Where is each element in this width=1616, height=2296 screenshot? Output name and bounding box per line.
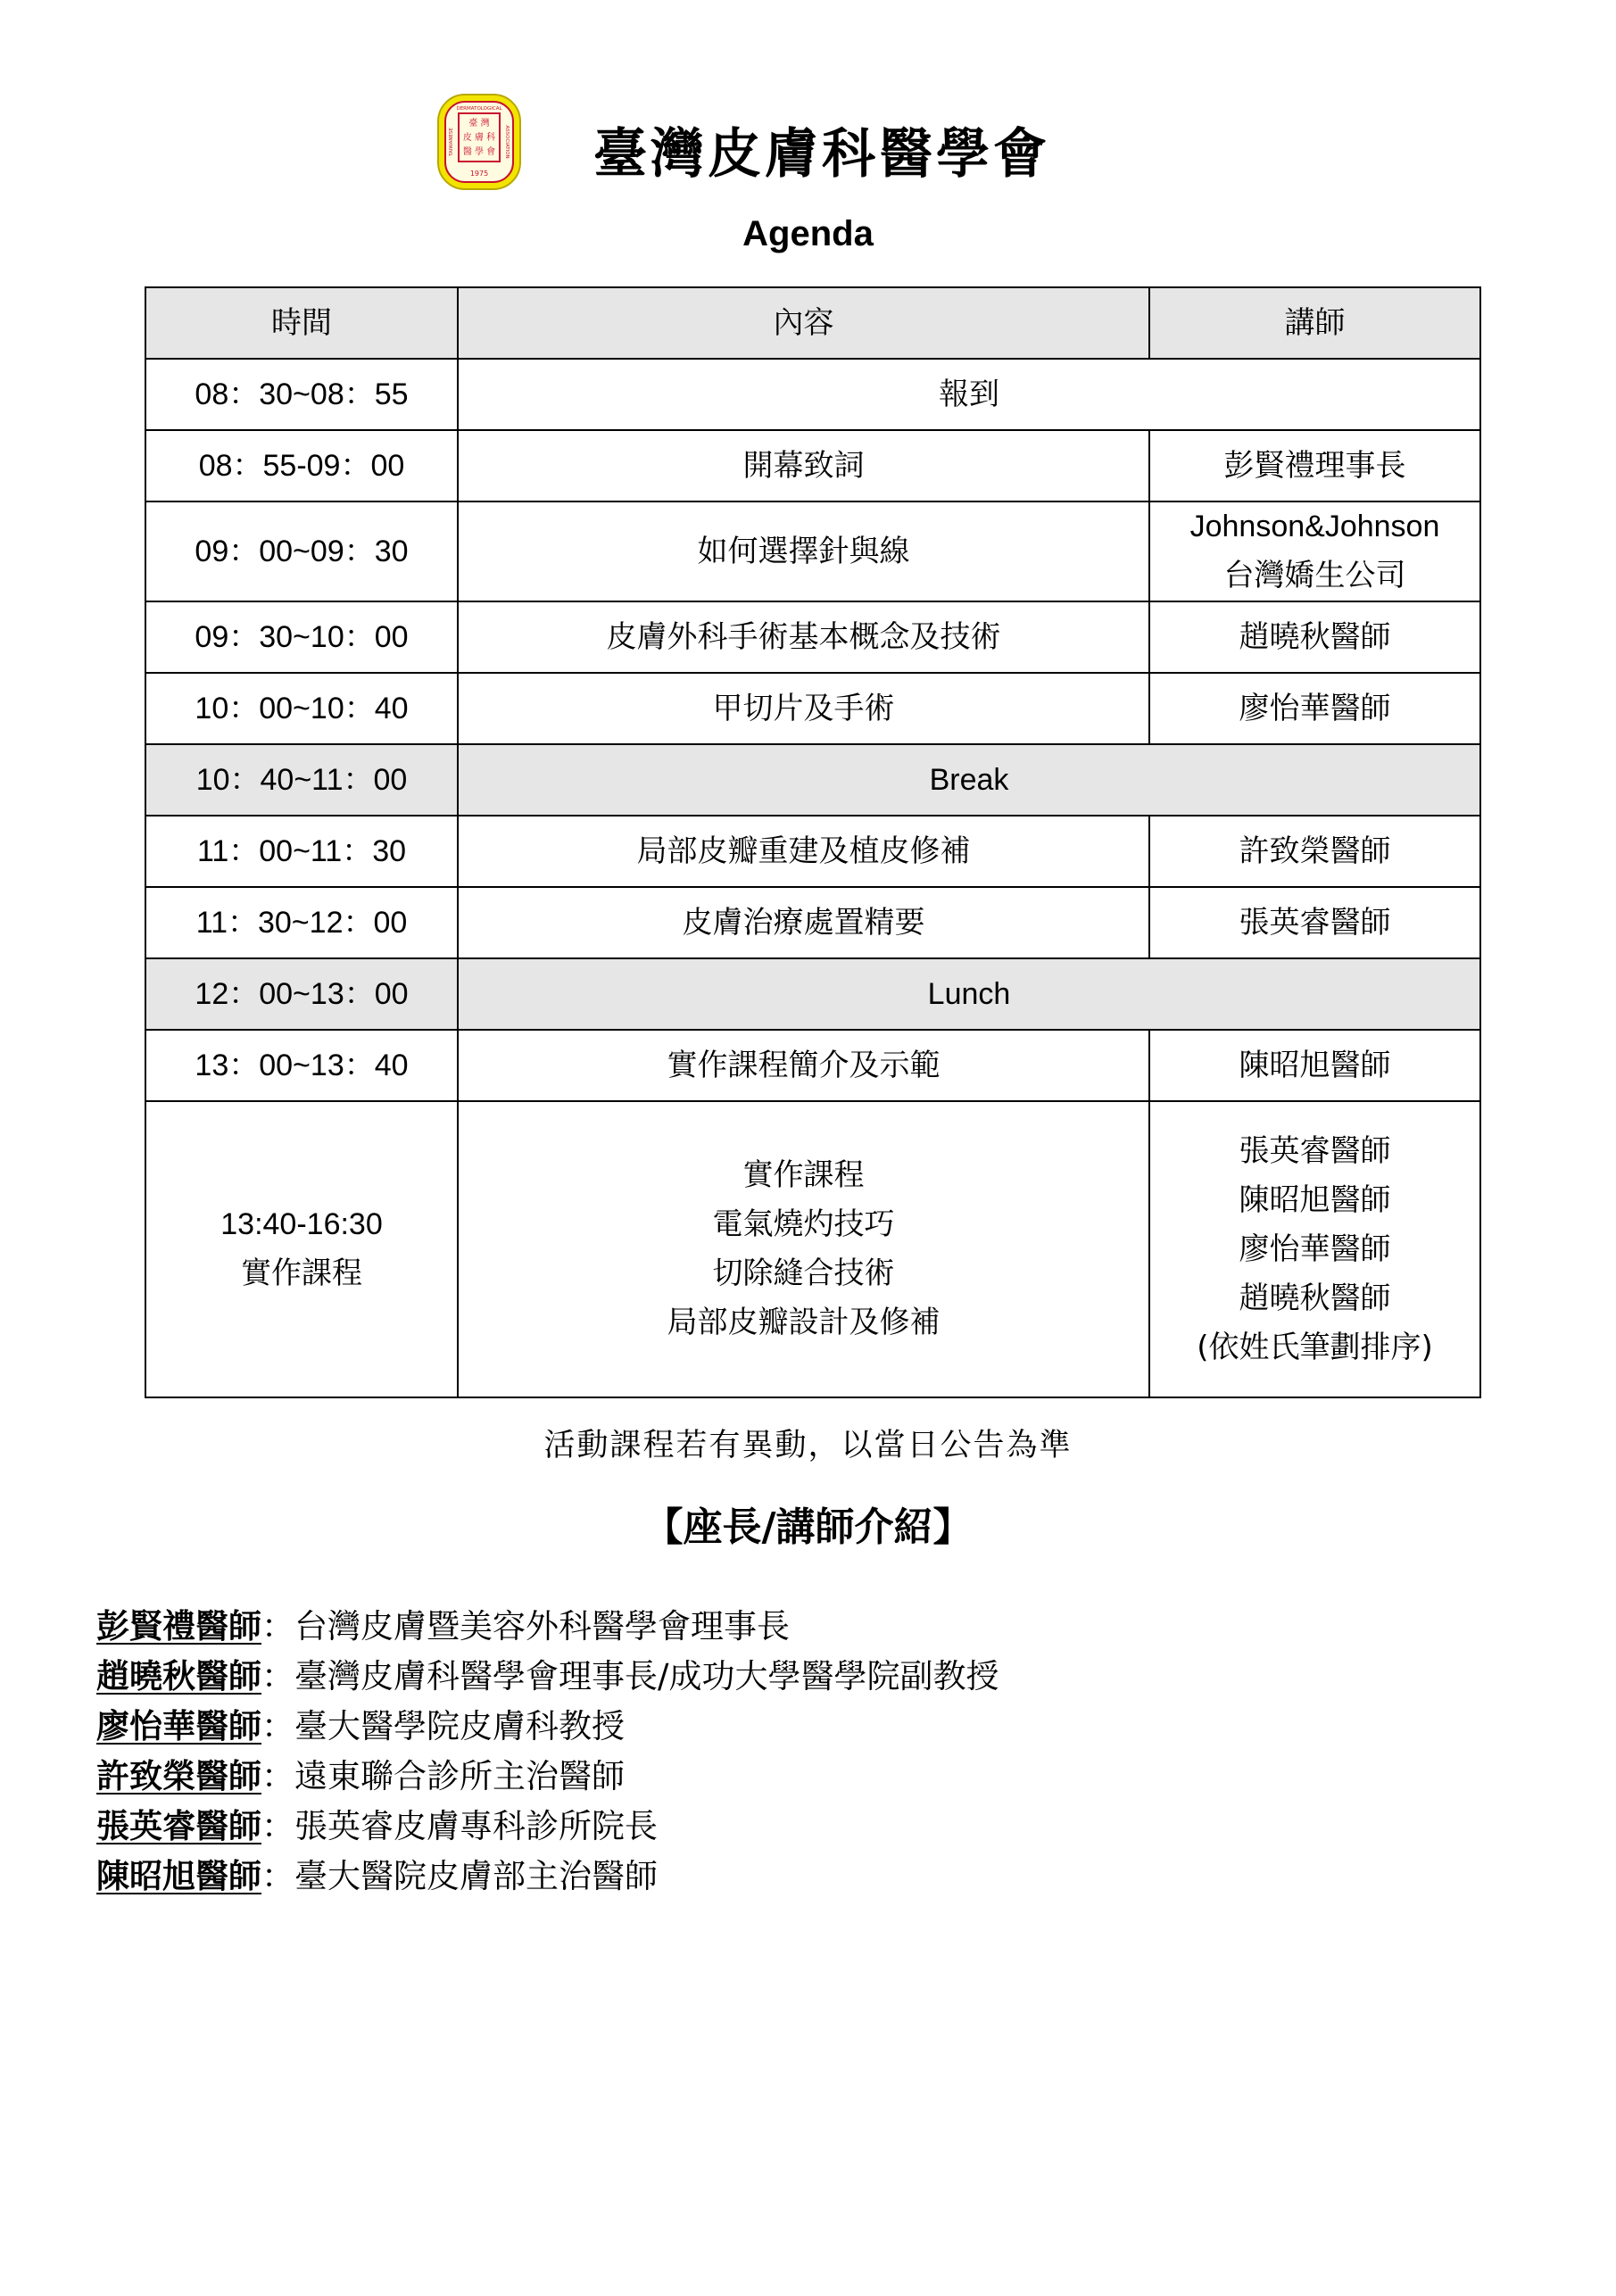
speaker-intro-list [96, 1602, 1524, 1902]
table-row [145, 601, 1480, 673]
content-cell: 開幕致詞 [458, 430, 1149, 501]
column-header-time: 時間 [145, 287, 458, 359]
speaker-cell: 張英睿醫師 [1149, 887, 1480, 958]
speaker-intro-item [96, 1702, 1524, 1752]
time-cell: 10：40~11：00 [145, 744, 458, 816]
speaker-description: ：張英睿皮膚專科診所院長 [261, 1807, 658, 1845]
time-cell: 11：00~11：30 [145, 816, 458, 887]
speaker-line: 趙曉秋醫師 [1239, 1280, 1391, 1316]
time-cell: 11：30~12：00 [145, 887, 458, 958]
speaker-name: 彭賢禮醫師 [96, 1607, 261, 1645]
association-seal-icon [437, 94, 521, 190]
table-header-row [145, 287, 1480, 359]
speaker-cell: 陳昭旭醫師 [1149, 1030, 1480, 1101]
seal-ring-right: ASSOCIATION [504, 125, 510, 159]
speaker-cell [1149, 1101, 1480, 1397]
time-line: 13:40-16:30 [220, 1207, 383, 1241]
speaker-description: ：台灣皮膚暨美容外科醫學會理事長 [261, 1607, 790, 1645]
content-cell: 如何選擇針與線 [458, 501, 1149, 601]
speaker-description: ：臺大醫學院皮膚科教授 [261, 1707, 625, 1745]
content-line: 切除縫合技術 [712, 1256, 895, 1291]
seal-ring-left: TAIWANESE [449, 128, 454, 156]
speaker-cell: 彭賢禮理事長 [1149, 430, 1480, 501]
speaker-description: ：臺灣皮膚科醫學會理事長/成功大學醫學院副教授 [261, 1657, 999, 1695]
speaker-cell: 廖怡華醫師 [1149, 673, 1480, 744]
content-cell [458, 1101, 1149, 1397]
content-cell: 甲切片及手術 [458, 673, 1149, 744]
time-cell: 10：00~10：40 [145, 673, 458, 744]
table-row [145, 673, 1480, 744]
document-header [437, 94, 1050, 192]
table-row-lunch [145, 958, 1480, 1030]
seal-center-line-2: 皮 膚 科 [462, 133, 496, 143]
content-line: 局部皮瓣設計及修補 [667, 1305, 941, 1340]
table-row-break [145, 744, 1480, 816]
table-row [145, 430, 1480, 501]
speaker-name: 張英睿醫師 [96, 1807, 261, 1845]
speaker-intro-item [96, 1752, 1524, 1802]
time-cell: 09：00~09：30 [145, 501, 458, 601]
speaker-cell [1149, 501, 1480, 601]
speaker-intro-item [96, 1852, 1524, 1902]
table-row [145, 816, 1480, 887]
time-cell: 08：55-09：00 [145, 430, 458, 501]
table-row-workshop [145, 1101, 1480, 1397]
content-cell: 報到 [458, 359, 1480, 430]
speaker-line: 張英睿醫師 [1239, 1132, 1391, 1169]
seal-year: 1975 [469, 170, 489, 178]
agenda-table [145, 286, 1481, 1398]
time-cell [145, 1101, 458, 1397]
speaker-intro-item [96, 1602, 1524, 1652]
content-cell: 皮膚治療處置精要 [458, 887, 1149, 958]
seal-center-line-3: 醫 學 會 [462, 147, 496, 157]
schedule-change-note: 活動課程若有異動，以當日公告為準 [543, 1428, 1073, 1463]
speaker-cell: 趙曉秋醫師 [1149, 601, 1480, 673]
speaker-line: (依姓氏筆劃排序) [1197, 1329, 1433, 1365]
content-cell: 局部皮瓣重建及植皮修補 [458, 816, 1149, 887]
time-cell: 13：00~13：40 [145, 1030, 458, 1101]
column-header-content: 內容 [458, 287, 1149, 359]
seal-center-line-1: 臺 灣 [468, 119, 490, 128]
content-cell: 皮膚外科手術基本概念及技術 [458, 601, 1149, 673]
content-line: 電氣燒灼技巧 [712, 1206, 895, 1242]
table-row [145, 501, 1480, 601]
table-row [145, 359, 1480, 430]
speaker-intro-item [96, 1652, 1524, 1702]
seal-ring-top: DERMATOLOGICAL [456, 106, 502, 112]
speaker-intro-title: 【座長/講師介紹】 [643, 1504, 973, 1550]
content-cell: Lunch [458, 958, 1480, 1030]
speaker-line: 台灣嬌生公司 [1223, 558, 1406, 593]
time-cell: 12：00~13：00 [145, 958, 458, 1030]
speaker-description: ：遠東聯合診所主治醫師 [261, 1757, 625, 1795]
table-row [145, 1030, 1480, 1101]
speaker-cell: 許致榮醫師 [1149, 816, 1480, 887]
time-cell: 08：30~08：55 [145, 359, 458, 430]
speaker-line: 陳昭旭醫師 [1239, 1181, 1391, 1218]
speaker-line: Johnson&Johnson [1189, 510, 1440, 543]
speaker-line: 廖怡華醫師 [1239, 1231, 1391, 1267]
speaker-name: 趙曉秋醫師 [96, 1657, 261, 1695]
speaker-intro-item [96, 1802, 1524, 1852]
speaker-description: ：臺大醫院皮膚部主治醫師 [261, 1857, 658, 1895]
organization-title: 臺灣皮膚科醫學會 [593, 123, 1050, 186]
content-cell: Break [458, 744, 1480, 816]
speaker-name: 廖怡華醫師 [96, 1707, 261, 1745]
column-header-speaker: 講師 [1149, 287, 1480, 359]
table-row [145, 887, 1480, 958]
speaker-name: 陳昭旭醫師 [96, 1857, 261, 1895]
speaker-name: 許致榮醫師 [96, 1757, 261, 1795]
time-cell: 09：30~10：00 [145, 601, 458, 673]
agenda-title: Agenda [742, 214, 874, 253]
time-line: 實作課程 [241, 1256, 362, 1291]
content-cell: 實作課程簡介及示範 [458, 1030, 1149, 1101]
content-line: 實作課程 [742, 1157, 865, 1193]
